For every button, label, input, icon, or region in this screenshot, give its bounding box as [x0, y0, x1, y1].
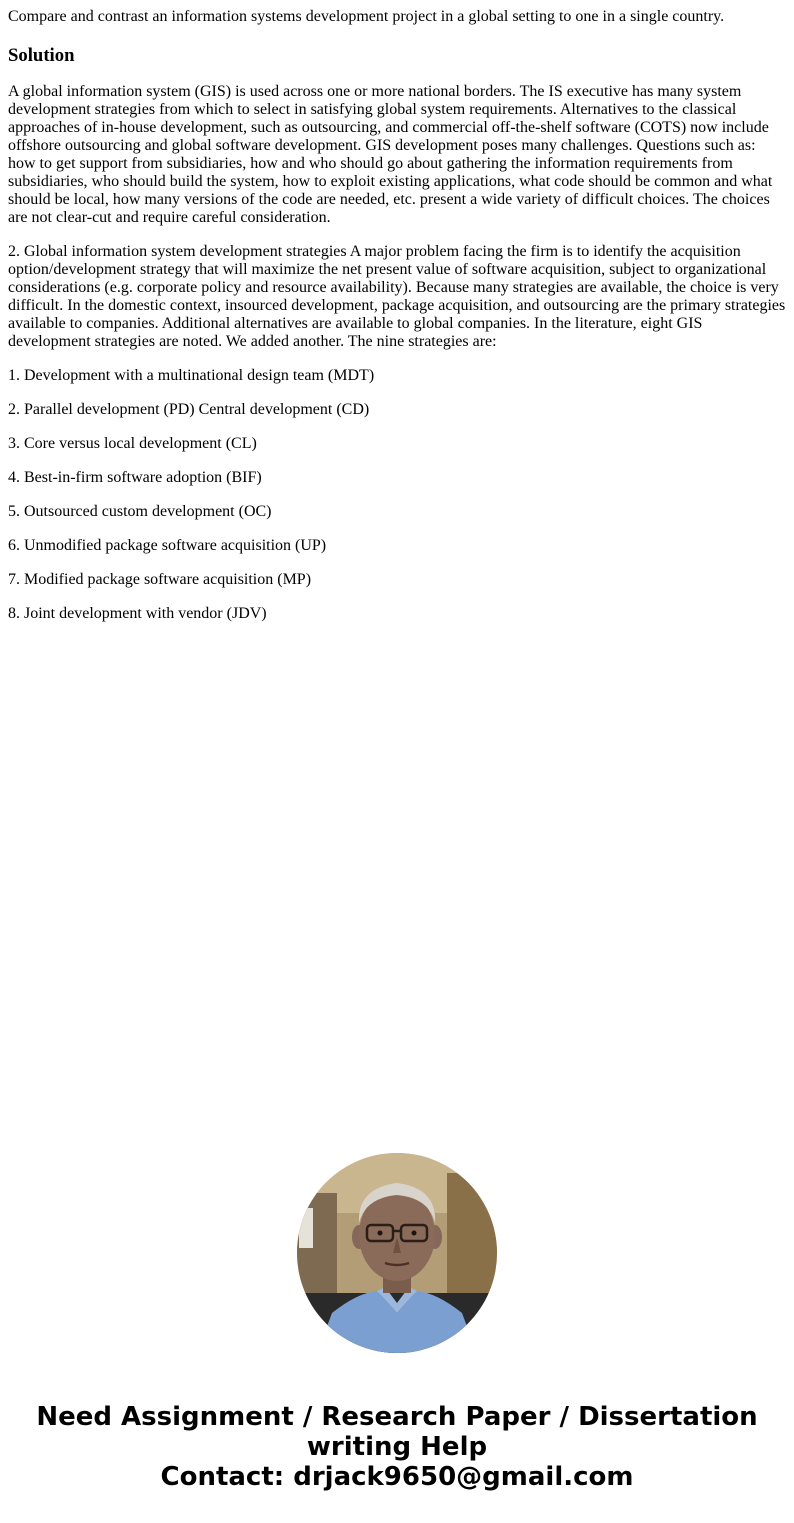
promo-contact: Contact: drjack9650@gmail.com [160, 1462, 634, 1492]
list-item: 7. Modified package software acquisition (MP) [8, 571, 312, 588]
question-text: Compare and contrast an information systems development project in a global setting to one in a single country. [8, 8, 725, 25]
list-item: 3. Core versus local development (CL) [8, 435, 257, 452]
avatar-portrait [297, 1153, 497, 1353]
promo-line-2: writing Help [306, 1432, 488, 1462]
paragraph-strategies: 2. Global information system development strategies A major problem facing the firm is to identify the acquisition option/development strategy that will maximize the net present value of software acquisition, subject to organizational considerations (e.g. corporate policy and resource availability). Because many strategies are available, the choice is very difficult. In the domestic context, insourced development, package acquisition, and outsourcing are the primary strategies available to companies. Additional alternatives are available to global companies. In the literature, eight GIS development strategies are noted. We added another. The nine strategies are: [8, 243, 786, 350]
list-item: 2. Parallel development (PD) Central development (CD) [8, 401, 370, 418]
list-item: 6. Unmodified package software acquisition (UP) [8, 537, 327, 554]
author-avatar [297, 1153, 497, 1353]
paragraph-intro: A global information system (GIS) is used across one or more national borders. The IS executive has many system development strategies from which to select in satisfying global system requirements. Alternatives to the classical approaches of in-house development, such as outsourcing, and commercial off-the-shelf software (COTS) now include offshore outsourcing and global software development. GIS development poses many challenges. Questions such as: how to get support from subsidiaries, how and who should go about gathering the information requirements from subsidiaries, who should build the system, how to exploit existing applications, what code should be common and what should be local, how many versions of the code are needed, etc. present a wide variety of difficult choices. The choices are not clear-cut and require careful consideration. [8, 83, 773, 226]
promo-banner [0, 1402, 794, 1492]
strategy-list [8, 367, 786, 623]
list-item: 5. Outsourced custom development (OC) [8, 503, 272, 520]
list-item: 4. Best-in-firm software adoption (BIF) [8, 469, 262, 486]
solution-heading: Solution [8, 45, 75, 66]
list-item: 1. Development with a multinational design team (MDT) [8, 367, 375, 384]
list-item: 8. Joint development with vendor (JDV) [8, 605, 267, 622]
avatar-carved-panel [447, 1173, 497, 1303]
promo-line-1: Need Assignment / Research Paper / Dissertation [36, 1402, 758, 1432]
document-body [8, 0, 786, 623]
avatar-switch-plate [299, 1208, 313, 1248]
